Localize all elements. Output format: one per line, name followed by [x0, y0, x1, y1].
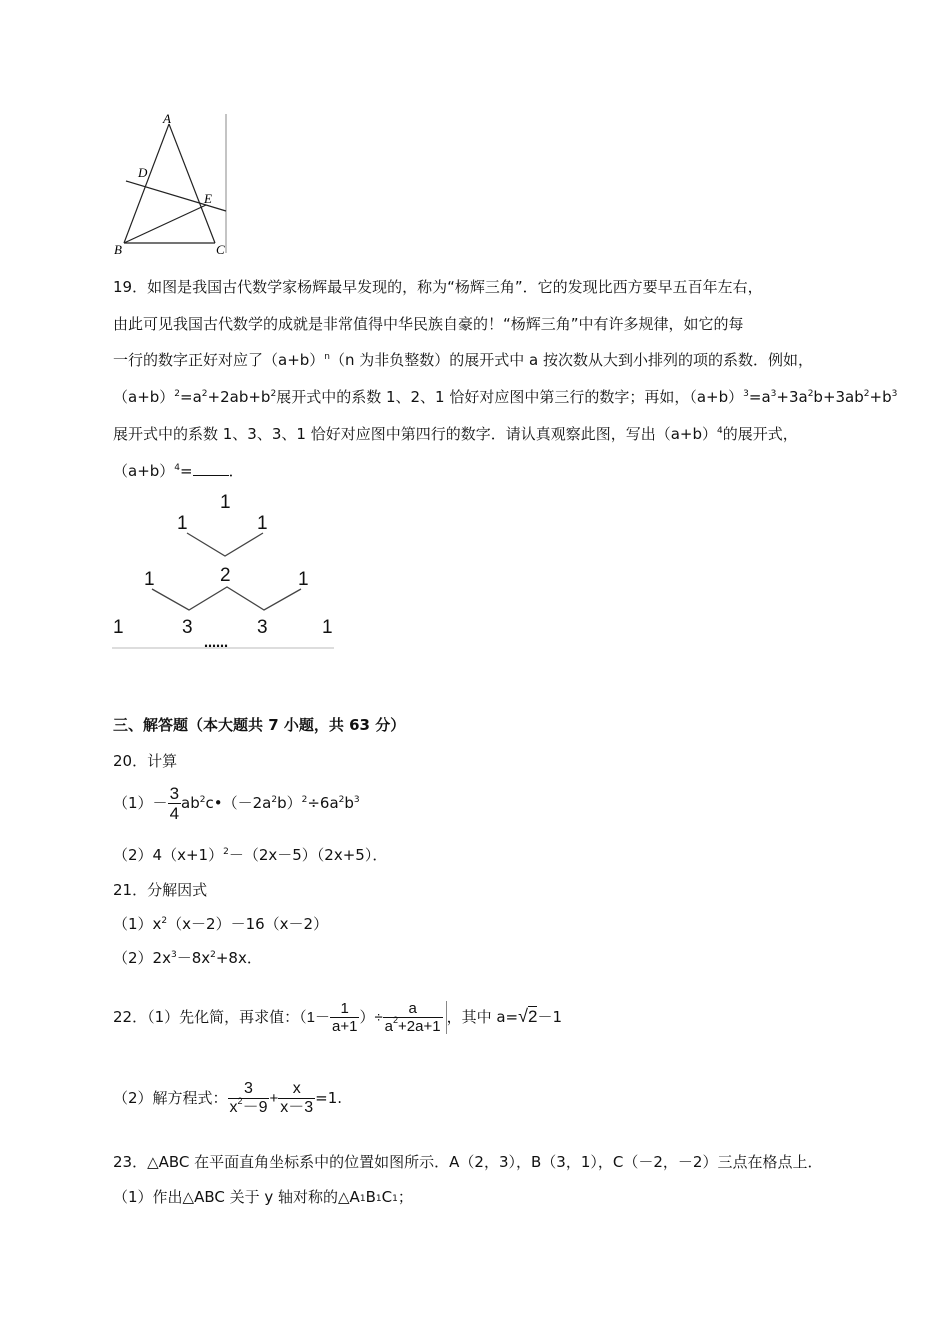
- q22-p1-tail: －1: [537, 1008, 563, 1026]
- q20-p1-label: （1）: [113, 794, 153, 812]
- q21-title: 21．分解因式: [113, 881, 208, 899]
- q20-p1-minus: －: [152, 794, 168, 812]
- q22-frac1-den: a+1: [331, 1018, 358, 1035]
- q22-p1-suffix: ，其中 a=: [446, 1008, 519, 1026]
- yh-r3-2: 1: [298, 569, 309, 590]
- q22-eq-plus: +: [269, 1090, 279, 1107]
- q21-p2-p3: 2: [210, 950, 216, 960]
- q22-eq-den1-sup: 2: [237, 1096, 243, 1106]
- q22-p1-close-div: ）÷: [359, 1009, 383, 1026]
- q22-p1-prefix: 22．（1）先化简，再求值：: [113, 1008, 300, 1026]
- q20-p2-p2: －（2x－5）（2x+5）．: [228, 846, 388, 864]
- triangle-figure: [112, 108, 232, 258]
- q22-part-1: [113, 994, 562, 1038]
- q21-p2-p1: 3: [170, 950, 177, 960]
- q20-part-1: [113, 783, 360, 823]
- q19-l4-p11: 2: [807, 389, 814, 399]
- q19-l4-p0: （a+b）: [113, 388, 175, 406]
- yh-r1-0: 1: [220, 492, 231, 513]
- q19-answer-sup: 4: [174, 463, 181, 473]
- q22-frac1-num: 1: [330, 1001, 359, 1018]
- q19-l4-p1: 2: [174, 389, 181, 399]
- q20-p1-num: 3: [169, 784, 180, 803]
- q23-p1-p6: ；: [397, 1188, 413, 1206]
- q23-p1-p2: B: [365, 1188, 376, 1206]
- q21-part-2: [113, 948, 262, 968]
- yh-r2-1: 1: [257, 513, 268, 534]
- q20-p1-r9: 3: [353, 795, 360, 805]
- q22-fraction-1: [330, 1001, 359, 1034]
- q22-eq-fraction-1: [228, 1081, 270, 1116]
- q22-frac2-den: [383, 1015, 443, 1035]
- q22-p2-prefix: （2）解方程式：: [113, 1089, 228, 1107]
- q21-p2-p4: +8x．: [215, 949, 262, 967]
- q22-eq-fraction-2: [278, 1081, 315, 1116]
- q23-p1-p3: 1: [375, 1194, 382, 1204]
- yh-r2-0: 1: [177, 513, 188, 534]
- q23-part-1: [113, 1187, 413, 1207]
- q19-line-3a: 一行的数字正好对应了（a+b）: [113, 351, 325, 369]
- q20-title: 20．计算: [113, 752, 178, 770]
- q19-line-5: [113, 424, 798, 444]
- q19-answer-end: ．: [228, 462, 244, 480]
- q22-eq-den1-rest: －9: [242, 1099, 268, 1116]
- q19-l4-p7: 3: [743, 389, 749, 399]
- q19-answer-line: [113, 461, 244, 481]
- q22-eq-frac1-num: 3: [228, 1081, 270, 1099]
- q19-l4-p13: 2: [863, 389, 870, 399]
- q22-p1-open: （1－: [299, 1009, 330, 1026]
- q23-p1-p1: 1: [359, 1194, 366, 1204]
- label-c: C: [216, 242, 225, 257]
- q20-p1-fraction: [168, 785, 181, 822]
- q19-answer-prefix: （a+b）: [113, 462, 175, 480]
- q23-p1-p4: C: [381, 1188, 393, 1206]
- q21-p1-p2: （x－2）－16（x－2）: [167, 915, 329, 933]
- q20-p1-r2: c•（－2a: [205, 794, 272, 812]
- sqrt-symbol: √: [518, 1006, 528, 1026]
- q22-eq-den1-x: x: [229, 1099, 238, 1116]
- q20-p1-r4: b）: [277, 794, 302, 812]
- q19-l4-p10: +3a: [776, 388, 808, 406]
- q22-p2-tail: =1.: [315, 1089, 343, 1107]
- q20-p1-r8: b: [344, 794, 354, 812]
- yh-r4-1: 3: [182, 617, 193, 638]
- q20-p2-p1: 2: [223, 847, 229, 857]
- q20-p1-r3: 2: [271, 795, 278, 805]
- q19-l4-p5: 2: [270, 389, 277, 399]
- yh-r4-0: 1: [113, 617, 124, 638]
- q22-eq-frac2-num: x: [278, 1081, 315, 1099]
- label-b: B: [114, 242, 122, 257]
- q19-line-2: 由此可见我国古代数学的成就是非常值得中华民族自豪的！“杨辉三角”中有许多规律，如它的每: [113, 315, 744, 333]
- side-ac: [169, 124, 215, 243]
- label-d: D: [138, 165, 148, 180]
- q20-p1-r5: 2: [301, 795, 308, 805]
- q22-part-2: [113, 1076, 342, 1120]
- yh-dots: ……: [204, 636, 228, 650]
- q20-p1-r0: ab: [181, 794, 200, 812]
- q22-frac2-den-a: a: [384, 1018, 394, 1035]
- q20-p1-r6: ÷6a: [307, 794, 339, 812]
- q19-line-5b: 的展开式，: [722, 425, 798, 443]
- q22-frac2-den-sup: 2: [393, 1015, 399, 1025]
- yh-connector-row3: [152, 587, 301, 610]
- q19-answer-eq: =: [180, 462, 193, 480]
- q22-eq-frac2-den: x－3: [280, 1099, 314, 1116]
- q19-line-1: 19．如图是我国古代数学家杨辉最早发现的，称为“杨辉三角”．它的发现比西方要早五百年左右，: [113, 278, 763, 296]
- yh-connector-row2: [187, 533, 263, 556]
- q19-l4-p8: =a: [748, 388, 771, 406]
- q22-eq-frac1-den: [228, 1096, 270, 1116]
- q20-p1-r1: 2: [199, 795, 206, 805]
- yh-r3-1: 2: [220, 565, 231, 586]
- q22-frac2-num: a: [383, 1001, 443, 1018]
- q20-p1-den: 4: [169, 804, 180, 823]
- q19-line-4: [113, 387, 897, 407]
- section-3-title: 三、解答题（本大题共 7 小题，共 63 分）: [113, 716, 406, 734]
- q19-l4-p3: 2: [201, 389, 208, 399]
- q23-p1-p0: （1）作出△ABC 关于 y 轴对称的△A: [113, 1188, 360, 1206]
- label-e: E: [204, 191, 212, 206]
- label-a: A: [163, 111, 171, 126]
- q19-line-3: [113, 350, 813, 370]
- q21-p1-p1: 2: [161, 916, 168, 926]
- q19-sup-n: n: [324, 352, 331, 362]
- q23-line-1: 23．△ABC 在平面直角坐标系中的位置如图所示．A（2，3），B（3，1），C（－2，－2）三点在格点上．: [113, 1153, 823, 1171]
- q21-p2-p2: －8x: [176, 949, 211, 967]
- q19-sup-4: 4: [717, 426, 723, 436]
- q19-l4-p6: 展开式中的系数 1、2、1 恰好对应图中第三行的数字；再如，（a+b）: [276, 388, 744, 406]
- q19-l4-p9: 3: [770, 389, 777, 399]
- q19-l4-p14: +b: [869, 388, 892, 406]
- q19-line-3b: （n 为非负整数）的展开式中 a 按次数从大到小排列的项的系数．例如，: [330, 351, 814, 369]
- q23-p1-p5: 1: [392, 1194, 398, 1204]
- q19-l4-p2: =a: [180, 388, 202, 406]
- q21-p1-p0: （1）x: [113, 915, 162, 933]
- q20-p2-label: （2）: [113, 846, 153, 864]
- q20-part-2: [113, 845, 387, 865]
- q22-fraction-2: [383, 1001, 447, 1034]
- answer-blank[interactable]: [193, 461, 229, 476]
- q20-p1-r7: 2: [338, 795, 345, 805]
- q19-line-5a: 展开式中的系数 1、3、3、1 恰好对应图中第四行的数字．请认真观察此图，写出（a+b）: [113, 425, 717, 443]
- q20-p2-p0: 4（x+1）: [152, 846, 224, 864]
- q22-frac2-den-rest: +2a+1: [398, 1018, 441, 1035]
- yanghui-triangle-figure: [112, 487, 337, 652]
- q19-l4-p12: b+3ab: [813, 388, 864, 406]
- q21-p2-p0: （2）2x: [113, 949, 171, 967]
- q21-part-1: [113, 914, 328, 934]
- q19-l4-p4: +2ab+b: [207, 388, 271, 406]
- q19-l4-p15: 3: [891, 389, 898, 399]
- yh-r4-3: 1: [322, 617, 333, 638]
- yh-r3-0: 1: [144, 569, 155, 590]
- q22-p1-root: 2: [528, 1007, 538, 1026]
- yh-r4-2: 3: [257, 617, 268, 638]
